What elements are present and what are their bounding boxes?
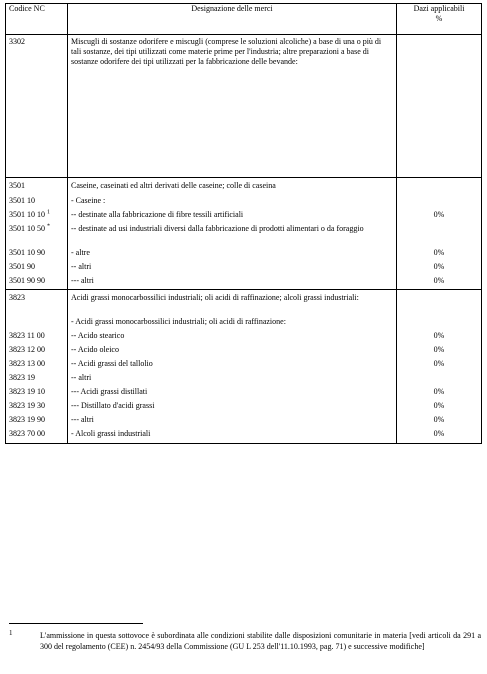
- designation-cell: -- destinate ad usi industriali diversi dalla fabbricazione di prodotti alimentari o da foraggio: [68, 224, 397, 248]
- duty-cell: 0%: [397, 429, 482, 444]
- duty-cell: 0%: [397, 415, 482, 429]
- duty-cell: 0%: [397, 248, 482, 262]
- header-code: Codice NC: [6, 4, 68, 35]
- table-row: [6, 178, 482, 197]
- code-cell: 3501 10 90: [6, 248, 68, 262]
- duty-cell: [397, 290, 482, 318]
- code-cell: 3501 90: [6, 262, 68, 276]
- table-row: [6, 262, 482, 276]
- duty-cell: 0%: [397, 276, 482, 290]
- designation-cell: --- altri: [68, 415, 397, 429]
- code-cell: 3823 13 00: [6, 359, 68, 373]
- designation-cell: Acidi grassi monocarbossilici industriali; oli acidi di raffinazione; alcoli grassi industriali:: [68, 290, 397, 318]
- table-row: [6, 210, 482, 224]
- table-row: [6, 276, 482, 290]
- code-cell: 3823 19 10: [6, 387, 68, 401]
- code-cell: 3823 12 00: [6, 345, 68, 359]
- designation-cell: -- destinate alla fabbricazione di fibre tessili artificiali: [68, 210, 397, 224]
- code-cell: 3823 19 30: [6, 401, 68, 415]
- duty-cell: 0%: [397, 210, 482, 224]
- code-cell: [6, 224, 68, 248]
- designation-cell: - altre: [68, 248, 397, 262]
- duty-cell: [397, 178, 482, 197]
- code-cell: 3501 90 90: [6, 276, 68, 290]
- designation-cell: -- Acido oleico: [68, 345, 397, 359]
- table-row: [6, 196, 482, 210]
- code-cell: 3501: [6, 178, 68, 197]
- table-row-3302: [6, 35, 482, 178]
- designation-cell: -- Acidi grassi del tallolio: [68, 359, 397, 373]
- header-duty-line1: Dazi applicabili: [413, 4, 465, 13]
- designation-cell: Caseine, caseinati ed altri derivati delle caseine; colle di caseina: [68, 178, 397, 197]
- asterisk-mark: *: [47, 223, 50, 230]
- duty-cell: 0%: [397, 387, 482, 401]
- code-text: 3501 10 50: [9, 224, 45, 233]
- header-designation: Designazione delle merci: [68, 4, 397, 35]
- table-row: [6, 415, 482, 429]
- table-row: [6, 429, 482, 444]
- table-row: [6, 345, 482, 359]
- designation-cell: - Alcoli grassi industriali: [68, 429, 397, 444]
- designation-cell: --- Distillato d'acidi grassi: [68, 401, 397, 415]
- table-row: [6, 224, 482, 248]
- duty-cell: [397, 196, 482, 210]
- table-header-row: [6, 4, 482, 35]
- code-cell: 3823 11 00: [6, 331, 68, 345]
- designation-cell: --- Acidi grassi distillati: [68, 387, 397, 401]
- tariff-table: [5, 3, 482, 444]
- duty-cell: [397, 317, 482, 331]
- table-row: [6, 331, 482, 345]
- code-cell: 3823 70 00: [6, 429, 68, 444]
- table-row: [6, 290, 482, 318]
- code-cell: 3823: [6, 290, 68, 318]
- duty-cell: [397, 373, 482, 387]
- footnote-mark: 1: [9, 629, 13, 637]
- code-cell: [6, 210, 68, 224]
- code-cell: [6, 317, 68, 331]
- duty-cell: 0%: [397, 345, 482, 359]
- code-cell: 3302: [6, 35, 68, 178]
- table-row: [6, 359, 482, 373]
- code-text: 3501 10 10: [9, 210, 45, 219]
- table-row: [6, 317, 482, 331]
- designation-cell: - Acidi grassi monocarbossilici industriali; oli acidi di raffinazione:: [68, 317, 397, 331]
- code-cell: 3501 10: [6, 196, 68, 210]
- header-duty: [397, 4, 482, 35]
- code-cell: 3823 19 90: [6, 415, 68, 429]
- footnote-divider: [9, 623, 143, 624]
- table-row: [6, 387, 482, 401]
- designation-cell: --- altri: [68, 276, 397, 290]
- designation-cell: -- altri: [68, 262, 397, 276]
- designation-cell: -- altri: [68, 373, 397, 387]
- designation-cell: -- Acido stearico: [68, 331, 397, 345]
- table-row: [6, 373, 482, 387]
- footnote-text: L'ammissione in questa sottovoce è subordinata alle condizioni stabilite dalle disposizioni comunitarie in materia [vedi articoli da 291 a 300 del regolamento (CEE) n. 2454/93 della Commissione (GU L 253 dell'11.10.1993, pag. 71) e successive modifiche]: [40, 631, 481, 651]
- duty-cell: 0%: [397, 331, 482, 345]
- duty-cell: 0%: [397, 359, 482, 373]
- duty-cell: 0%: [397, 401, 482, 415]
- designation-cell: - Caseine :: [68, 196, 397, 210]
- table-row: [6, 248, 482, 262]
- code-cell: 3823 19: [6, 373, 68, 387]
- duty-cell: [397, 35, 482, 178]
- header-duty-line2: %: [435, 14, 443, 23]
- duty-cell: [397, 224, 482, 248]
- table-row: [6, 401, 482, 415]
- footnote-ref: 1: [47, 209, 50, 216]
- duty-cell: 0%: [397, 262, 482, 276]
- designation-cell: Miscugli di sostanze odorifere e miscugli (comprese le soluzioni alcoliche) a base di una o più di tali sostanze, dei tipi utilizzati come materie prime per l'industria; altre preparazioni a base di sostanze odorifere dei tipi utilizzati per la fabbricazione delle bevande:: [68, 35, 397, 178]
